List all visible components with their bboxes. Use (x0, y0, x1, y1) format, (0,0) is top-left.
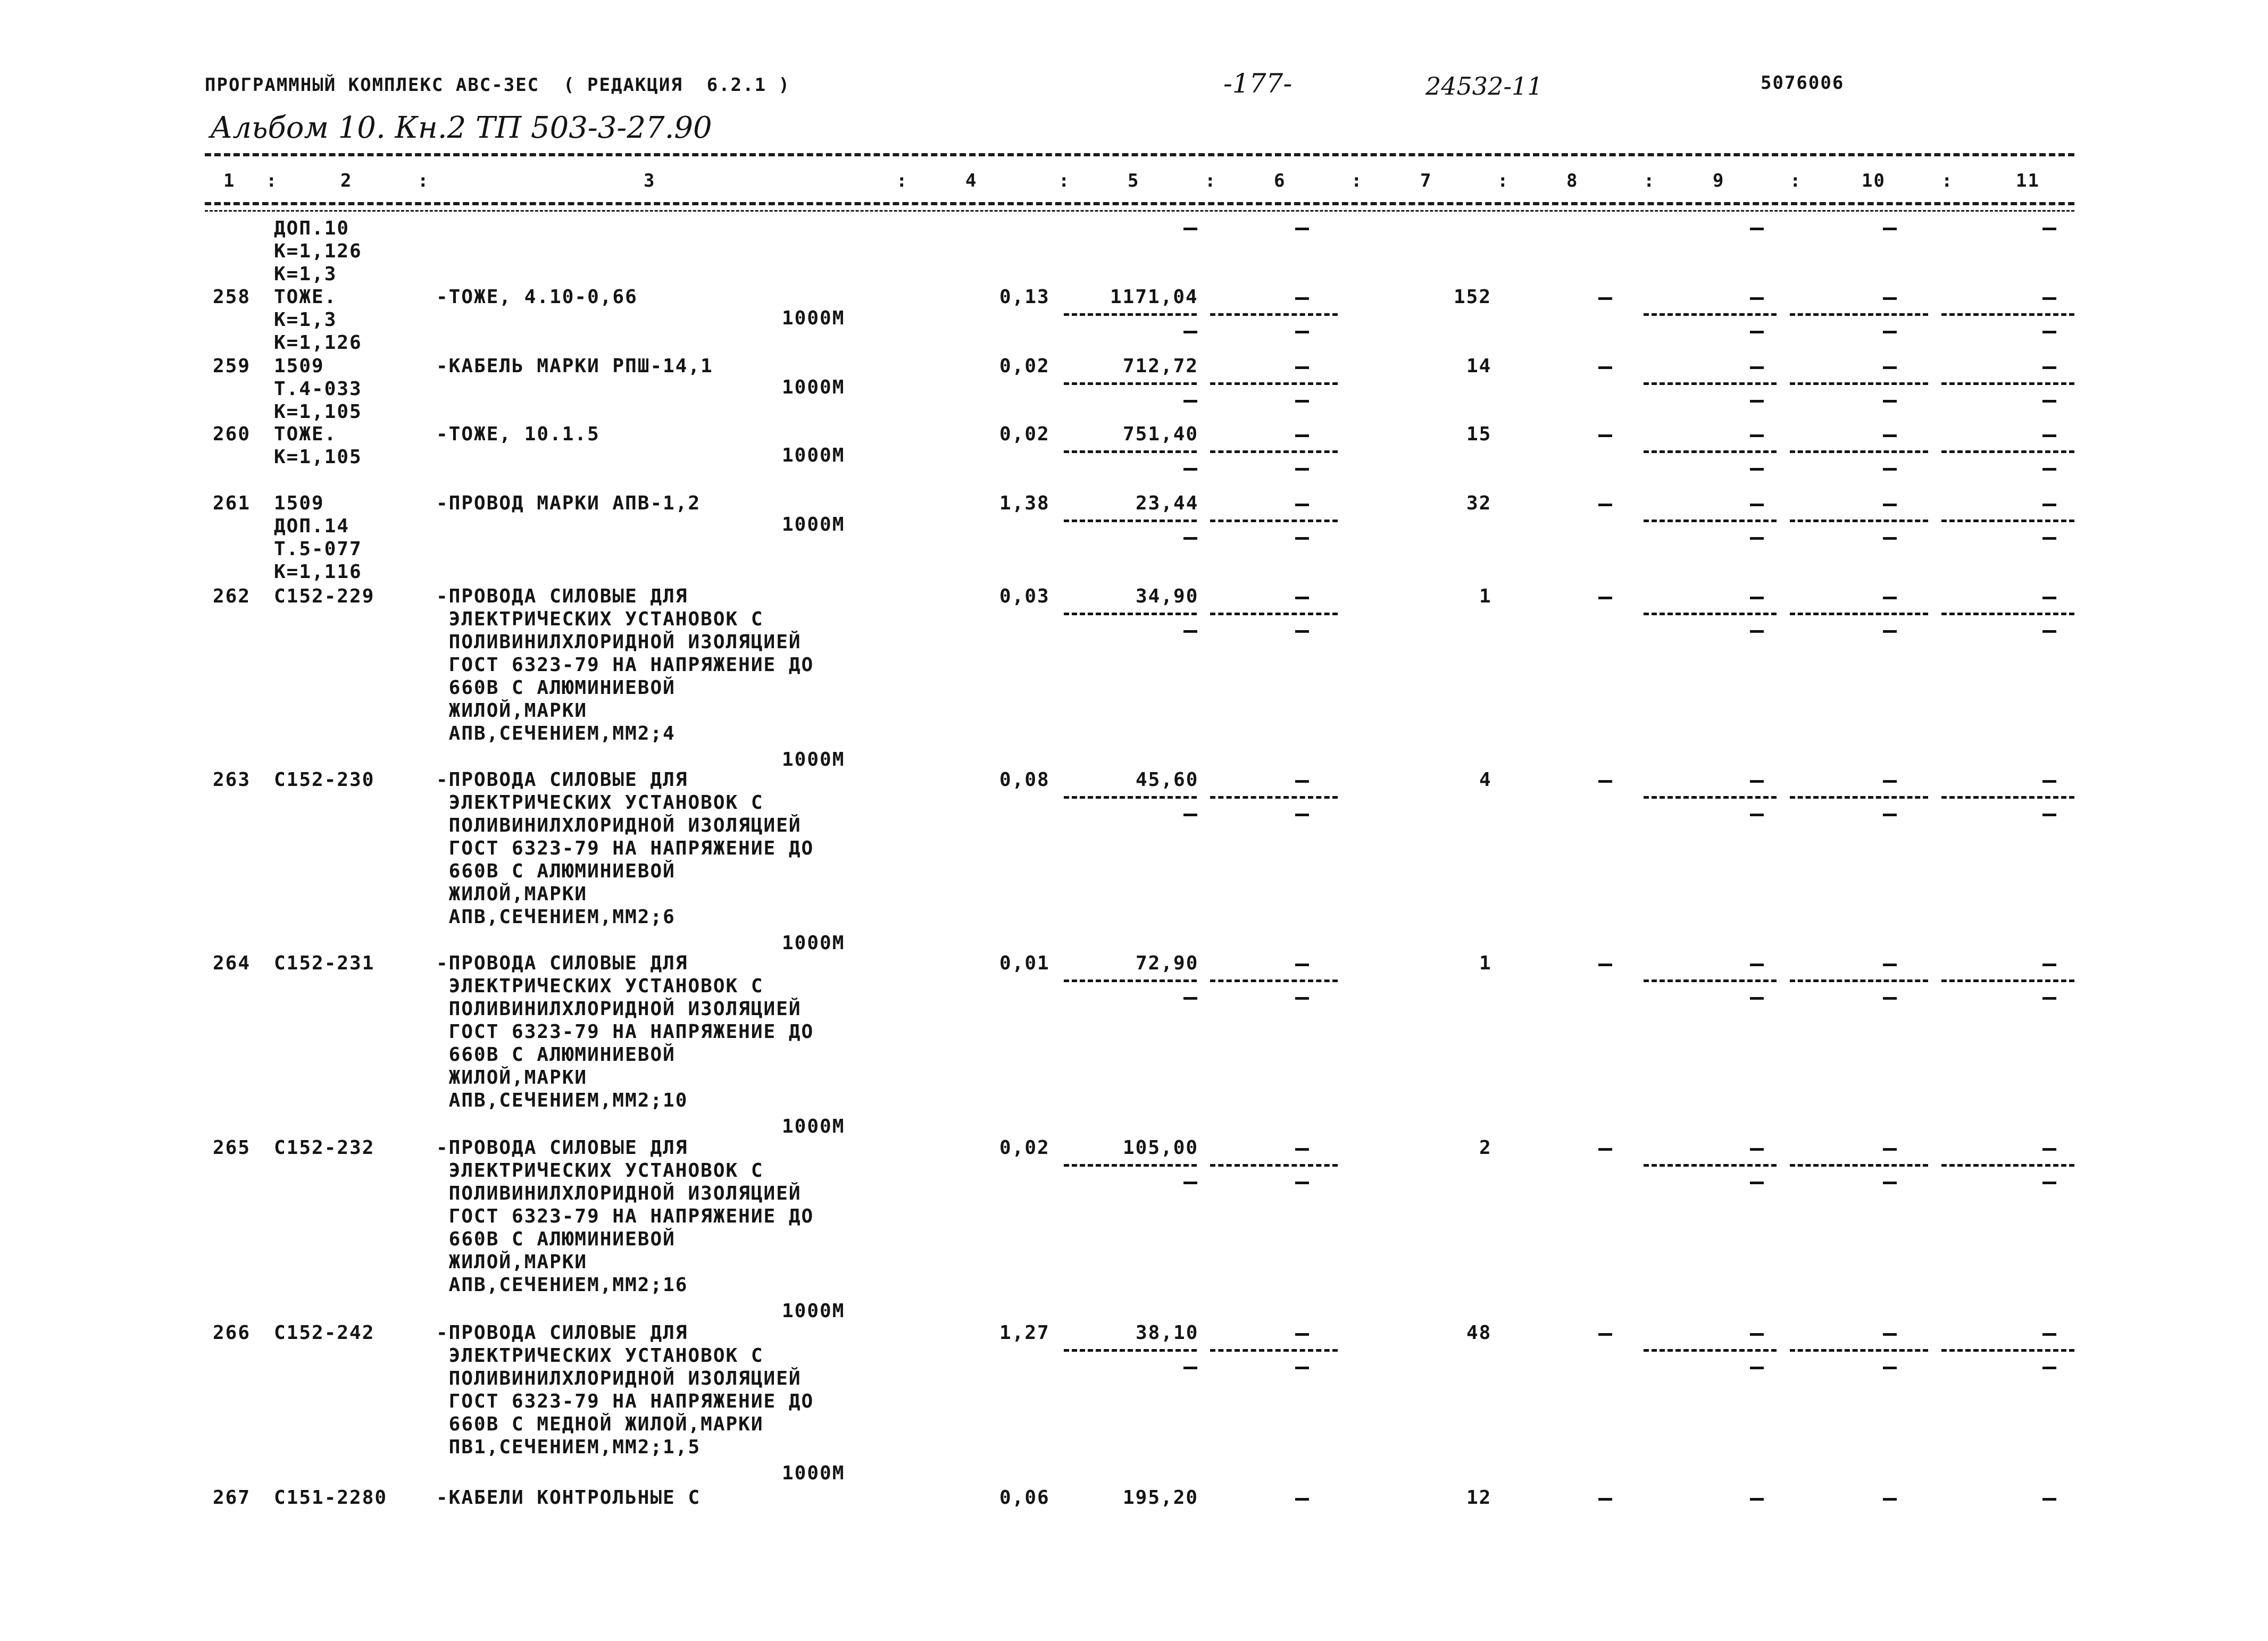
row-quantity: 1,27 (999, 1322, 1050, 1344)
row-quantity: 0,02 (999, 423, 1050, 445)
row-price: 195,20 (1123, 1487, 1199, 1509)
empty-value-dash (2042, 537, 2056, 540)
underline-rule (1064, 1349, 1197, 1352)
empty-value-dash (1295, 537, 1309, 540)
underline-rule (1210, 520, 1338, 522)
column-separator: : (896, 170, 907, 191)
underline-rule (1064, 979, 1197, 982)
underline-rule (1941, 1349, 2074, 1352)
row-unit: 1000М (782, 1116, 845, 1137)
empty-value-dash (2042, 366, 2056, 369)
empty-value-dash (1750, 630, 1764, 633)
empty-value-dash (1295, 468, 1309, 471)
underline-rule (1790, 979, 1928, 982)
empty-value-dash (1883, 504, 1897, 506)
row-code-line: К=1,126 (274, 332, 362, 354)
document-code: 5076006 (1761, 72, 1845, 94)
row-description-line: ГОСТ 6323-79 НА НАПРЯЖЕНИЕ ДО (436, 654, 814, 676)
empty-value-dash (1750, 814, 1764, 816)
row-price: 23,44 (1136, 492, 1199, 514)
empty-value-dash (1183, 228, 1197, 230)
row-description-line: 660В С АЛЮМИНИЕВОЙ (436, 1228, 676, 1250)
empty-value-dash (2042, 1333, 2056, 1336)
underline-rule (1790, 1164, 1928, 1167)
row-code-line: Т.5-077 (274, 538, 362, 560)
row-code-line: ДОП.14 (274, 515, 350, 537)
row-unit: 1000М (782, 307, 845, 329)
row-description-line: ПОЛИВИНИЛХЛОРИДНОЙ ИЗОЛЯЦИЕЙ (436, 815, 802, 836)
empty-value-dash (1598, 504, 1612, 506)
empty-value-dash (1750, 297, 1764, 300)
empty-value-dash (2042, 1498, 2056, 1501)
empty-value-dash (1183, 537, 1197, 540)
row-number: 266 (213, 1322, 251, 1344)
empty-value-dash (1883, 1182, 1897, 1184)
row-quantity: 0,01 (999, 952, 1050, 974)
empty-value-dash (1750, 1367, 1764, 1369)
empty-value-dash (1295, 434, 1309, 437)
row-description-line: АПВ,СЕЧЕНИЕМ,ММ2;16 (436, 1274, 688, 1296)
row-code-line: С152-229 (274, 585, 375, 607)
empty-value-dash (1883, 537, 1897, 540)
underline-rule (1064, 1164, 1197, 1167)
row-code-line: С152-242 (274, 1322, 375, 1344)
empty-value-dash (1750, 366, 1764, 369)
underline-rule (1941, 1164, 2074, 1167)
row-description-line: ЭЛЕКТРИЧЕСКИХ УСТАНОВОК С (436, 608, 764, 630)
empty-value-dash (1295, 814, 1309, 816)
empty-value-dash (1295, 997, 1309, 1000)
empty-value-dash (2042, 1367, 2056, 1369)
empty-value-dash (1750, 964, 1764, 966)
underline-rule (1210, 613, 1338, 615)
row-number: 258 (213, 286, 251, 308)
column-separator: : (1644, 170, 1655, 191)
empty-value-dash (1598, 1333, 1612, 1336)
underline-rule (1644, 382, 1777, 385)
row-number: 265 (213, 1137, 251, 1159)
empty-value-dash (1750, 1182, 1764, 1184)
empty-value-dash (1883, 1333, 1897, 1336)
row-price: 45,60 (1136, 769, 1199, 791)
column-separator: : (1497, 170, 1508, 191)
row-description-line: -ТОЖЕ, 4.10-0,66 (436, 286, 638, 308)
row-code-line: ТОЖЕ. (274, 423, 337, 445)
underline-rule (1064, 520, 1197, 522)
row-description-line: ЭЛЕКТРИЧЕСКИХ УСТАНОВОК С (436, 792, 764, 814)
row-number: 267 (213, 1487, 251, 1509)
doc-number: 24532-11 (1425, 72, 1543, 101)
row-quantity: 0,03 (999, 585, 1050, 607)
empty-value-dash (1883, 400, 1897, 403)
empty-value-dash (1883, 997, 1897, 1000)
row-description-line: -ТОЖЕ, 10.1.5 (436, 423, 600, 445)
empty-value-dash (1750, 468, 1764, 471)
empty-value-dash (1598, 1498, 1612, 1501)
row-description-line: ЭЛЕКТРИЧЕСКИХ УСТАНОВОК С (436, 975, 764, 997)
underline-rule (1064, 450, 1197, 453)
underline-rule (1210, 450, 1338, 453)
row-quantity: 0,13 (999, 286, 1050, 308)
row-code-line: К=1,105 (274, 401, 362, 423)
empty-value-dash (1750, 331, 1764, 333)
row-number: 261 (213, 492, 251, 514)
continuation-line: ДОП.10 (274, 217, 350, 239)
column-heading-6: 6 (1274, 170, 1286, 191)
empty-value-dash (1883, 597, 1897, 599)
empty-value-dash (1883, 964, 1897, 966)
empty-value-dash (1295, 400, 1309, 403)
underline-rule (1064, 796, 1197, 799)
row-code-line: Т.4-033 (274, 378, 362, 400)
program-header: ПРОГРАММНЫЙ КОМПЛЕКС АВС-ЗЕС ( РЕДАКЦИЯ 6.2.1 ) (205, 74, 791, 96)
underline-rule (1644, 1349, 1777, 1352)
underline-rule (1644, 613, 1777, 615)
empty-value-dash (1883, 1148, 1897, 1151)
empty-value-dash (1295, 780, 1309, 783)
row-price: 34,90 (1136, 585, 1199, 607)
empty-value-dash (1883, 228, 1897, 230)
row-unit: 1000М (782, 514, 845, 535)
row-price: 38,10 (1136, 1322, 1199, 1344)
row-quantity: 0,02 (999, 1137, 1050, 1159)
row-number: 259 (213, 355, 251, 377)
underline-rule (1941, 613, 2074, 615)
empty-value-dash (1183, 814, 1197, 816)
column-separator: : (1058, 170, 1070, 191)
empty-value-dash (1883, 780, 1897, 783)
underline-rule (1790, 450, 1928, 453)
row-code-line: С152-232 (274, 1137, 375, 1159)
row-count: 12 (1466, 1487, 1492, 1509)
underline-rule (1941, 979, 2074, 982)
row-code-line: К=1,105 (274, 446, 362, 468)
empty-value-dash (1183, 1182, 1197, 1184)
album-title: Альбом 10. Кн.2 ТП 503-3-27.90 (210, 111, 712, 145)
underline-rule (1790, 613, 1928, 615)
empty-value-dash (1295, 1367, 1309, 1369)
empty-value-dash (1750, 1333, 1764, 1336)
empty-value-dash (1295, 1498, 1309, 1501)
column-separator: : (1205, 170, 1216, 191)
empty-value-dash (1598, 964, 1612, 966)
row-count: 2 (1479, 1137, 1492, 1159)
underline-rule (1790, 1349, 1928, 1352)
row-code-line: К=1,116 (274, 561, 362, 583)
empty-value-dash (1883, 1498, 1897, 1501)
row-description-line: ЭЛЕКТРИЧЕСКИХ УСТАНОВОК С (436, 1160, 764, 1182)
row-description-line: АПВ,СЕЧЕНИЕМ,ММ2;10 (436, 1090, 688, 1111)
empty-value-dash (2042, 297, 2056, 300)
underline-rule (1210, 313, 1338, 316)
empty-value-dash (1183, 468, 1197, 471)
row-code-line: 1509 (274, 355, 324, 377)
empty-value-dash (2042, 814, 2056, 816)
underline-rule (1790, 313, 1928, 316)
column-heading-9: 9 (1713, 170, 1725, 191)
row-description-line: -ПРОВОДА СИЛОВЫЕ ДЛЯ (436, 1137, 688, 1159)
column-separator: : (1941, 170, 1953, 191)
row-code-line: С152-231 (274, 952, 375, 974)
empty-value-dash (2042, 597, 2056, 599)
underline-rule (1644, 450, 1777, 453)
row-code-line: С152-230 (274, 769, 375, 791)
empty-value-dash (1750, 434, 1764, 437)
row-unit: 1000М (782, 1300, 845, 1322)
empty-value-dash (1750, 997, 1764, 1000)
column-separator: : (1351, 170, 1362, 191)
empty-value-dash (2042, 434, 2056, 437)
empty-value-dash (2042, 997, 2056, 1000)
row-code-line: ТОЖЕ. (274, 286, 337, 308)
underline-rule (1210, 1164, 1338, 1167)
empty-value-dash (2042, 468, 2056, 471)
row-count: 1 (1479, 952, 1492, 974)
empty-value-dash (1598, 1148, 1612, 1151)
row-quantity: 1,38 (999, 492, 1050, 514)
column-separator: : (1790, 170, 1801, 191)
empty-value-dash (2042, 504, 2056, 506)
column-separator: : (418, 170, 429, 191)
empty-value-dash (1598, 434, 1612, 437)
row-description-line: -КАБЕЛИ КОНТРОЛЬНЫЕ С (436, 1487, 701, 1509)
row-description-line: ПОЛИВИНИЛХЛОРИДНОЙ ИЗОЛЯЦИЕЙ (436, 1368, 802, 1389)
empty-value-dash (1598, 597, 1612, 599)
empty-value-dash (1295, 366, 1309, 369)
page-number: -177- (1223, 68, 1293, 99)
empty-value-dash (1183, 997, 1197, 1000)
empty-value-dash (2042, 1182, 2056, 1184)
column-heading-3: 3 (644, 170, 656, 191)
header-rule-bottom (205, 202, 2074, 205)
row-unit: 1000М (782, 932, 845, 954)
row-number: 264 (213, 952, 251, 974)
row-description-line: ЖИЛОЙ,МАРКИ (436, 1067, 588, 1089)
empty-value-dash (1883, 366, 1897, 369)
empty-value-dash (1183, 331, 1197, 333)
row-unit: 1000М (782, 1462, 845, 1484)
empty-value-dash (2042, 1148, 2056, 1151)
row-description-line: ПОЛИВИНИЛХЛОРИДНОЙ ИЗОЛЯЦИЕЙ (436, 631, 802, 653)
row-description-line: ПВ1,СЕЧЕНИЕМ,ММ2;1,5 (436, 1436, 701, 1458)
row-price: 751,40 (1123, 423, 1199, 445)
empty-value-dash (1598, 780, 1612, 783)
row-count: 32 (1466, 492, 1492, 514)
underline-rule (1790, 382, 1928, 385)
underline-rule (1941, 450, 2074, 453)
row-quantity: 0,06 (999, 1487, 1050, 1509)
empty-value-dash (1750, 597, 1764, 599)
row-count: 15 (1466, 423, 1492, 445)
row-description-line: ЖИЛОЙ,МАРКИ (436, 700, 588, 722)
row-unit: 1000М (782, 749, 845, 771)
column-heading-5: 5 (1128, 170, 1140, 191)
underline-rule (1644, 796, 1777, 799)
empty-value-dash (1750, 400, 1764, 403)
empty-value-dash (2042, 228, 2056, 230)
row-description-line: ГОСТ 6323-79 НА НАПРЯЖЕНИЕ ДО (436, 1021, 814, 1043)
row-description-line: -ПРОВОДА СИЛОВЫЕ ДЛЯ (436, 769, 688, 791)
empty-value-dash (2042, 331, 2056, 333)
row-code-line: 1509 (274, 492, 324, 514)
empty-value-dash (1750, 504, 1764, 506)
row-count: 4 (1479, 769, 1492, 791)
row-quantity: 0,08 (999, 769, 1050, 791)
continuation-line: К=1,126 (274, 240, 362, 262)
underline-rule (1210, 382, 1338, 385)
empty-value-dash (1883, 1367, 1897, 1369)
row-description-line: -ПРОВОД МАРКИ АПВ-1,2 (436, 492, 701, 514)
empty-value-dash (1295, 297, 1309, 300)
row-description-line: ЭЛЕКТРИЧЕСКИХ УСТАНОВОК С (436, 1345, 764, 1367)
empty-value-dash (1750, 228, 1764, 230)
row-number: 260 (213, 423, 251, 445)
empty-value-dash (2042, 400, 2056, 403)
underline-rule (1790, 520, 1928, 522)
row-count: 1 (1479, 585, 1492, 607)
row-description-line: ГОСТ 6323-79 НА НАПРЯЖЕНИЕ ДО (436, 838, 814, 859)
empty-value-dash (1295, 331, 1309, 333)
row-description-line: 660В С АЛЮМИНИЕВОЙ (436, 860, 676, 882)
underline-rule (1941, 382, 2074, 385)
row-description-line: ГОСТ 6323-79 НА НАПРЯЖЕНИЕ ДО (436, 1205, 814, 1227)
empty-value-dash (1883, 434, 1897, 437)
empty-value-dash (1750, 537, 1764, 540)
row-price: 72,90 (1136, 952, 1199, 974)
row-count: 48 (1466, 1322, 1492, 1344)
row-number: 262 (213, 585, 251, 607)
row-price: 712,72 (1123, 355, 1199, 377)
empty-value-dash (1883, 331, 1897, 333)
underline-rule (1644, 979, 1777, 982)
empty-value-dash (1295, 630, 1309, 633)
empty-value-dash (1750, 780, 1764, 783)
empty-value-dash (2042, 964, 2056, 966)
column-heading-1: 1 (223, 170, 236, 191)
row-unit: 1000М (782, 376, 845, 398)
column-heading-7: 7 (1420, 170, 1432, 191)
row-unit: 1000М (782, 445, 845, 466)
empty-value-dash (1295, 1333, 1309, 1336)
row-price: 105,00 (1123, 1137, 1199, 1159)
empty-value-dash (1295, 228, 1309, 230)
empty-value-dash (1295, 964, 1309, 966)
row-code-line: С151-2280 (274, 1487, 388, 1509)
empty-value-dash (1295, 504, 1309, 506)
underline-rule (1941, 313, 2074, 316)
column-heading-8: 8 (1566, 170, 1579, 191)
row-quantity: 0,02 (999, 355, 1050, 377)
row-code-line: К=1,3 (274, 309, 337, 331)
row-description-line: 660В С МЕДНОЙ ЖИЛОЙ,МАРКИ (436, 1413, 764, 1435)
underline-rule (1210, 1349, 1338, 1352)
row-price: 1171,04 (1110, 286, 1198, 308)
row-number: 263 (213, 769, 251, 791)
row-description-line: 660В С АЛЮМИНИЕВОЙ (436, 1044, 676, 1066)
empty-value-dash (1883, 630, 1897, 633)
row-description-line: АПВ,СЕЧЕНИЕМ,ММ2;6 (436, 906, 676, 928)
empty-value-dash (1750, 1498, 1764, 1501)
underline-rule (1064, 382, 1197, 385)
column-heading-4: 4 (965, 170, 978, 191)
row-description-line: ЖИЛОЙ,МАРКИ (436, 1251, 588, 1273)
empty-value-dash (1883, 468, 1897, 471)
continuation-line: К=1,3 (274, 263, 337, 285)
empty-value-dash (1183, 1367, 1197, 1369)
empty-value-dash (2042, 780, 2056, 783)
underline-rule (1941, 520, 2074, 522)
underline-rule (1210, 979, 1338, 982)
row-description-line: ГОСТ 6323-79 НА НАПРЯЖЕНИЕ ДО (436, 1391, 814, 1412)
underline-rule (1644, 313, 1777, 316)
header-rule-top (205, 153, 2074, 156)
empty-value-dash (1883, 297, 1897, 300)
row-description-line: АПВ,СЕЧЕНИЕМ,ММ2;4 (436, 723, 676, 744)
underline-rule (1790, 796, 1928, 799)
column-separator: : (266, 170, 277, 191)
empty-value-dash (1183, 400, 1197, 403)
row-description-line: ПОЛИВИНИЛХЛОРИДНОЙ ИЗОЛЯЦИЕЙ (436, 1183, 802, 1204)
row-description-line: -ПРОВОДА СИЛОВЫЕ ДЛЯ (436, 585, 688, 607)
empty-value-dash (1598, 297, 1612, 300)
empty-value-dash (1295, 1148, 1309, 1151)
empty-value-dash (1883, 814, 1897, 816)
row-count: 14 (1466, 355, 1492, 377)
underline-rule (1941, 796, 2074, 799)
header-rule-bottom-2 (205, 210, 2074, 212)
row-description-line: ПОЛИВИНИЛХЛОРИДНОЙ ИЗОЛЯЦИЕЙ (436, 998, 802, 1020)
row-description-line: -ПРОВОДА СИЛОВЫЕ ДЛЯ (436, 952, 688, 974)
underline-rule (1644, 1164, 1777, 1167)
empty-value-dash (1598, 366, 1612, 369)
underline-rule (1064, 613, 1197, 615)
row-description-line: -КАБЕЛЬ МАРКИ РПШ-14,1 (436, 355, 713, 377)
column-heading-10: 10 (1862, 170, 1886, 191)
row-description-line: -ПРОВОДА СИЛОВЫЕ ДЛЯ (436, 1322, 688, 1344)
column-heading-11: 11 (2016, 170, 2040, 191)
row-count: 152 (1454, 286, 1492, 308)
empty-value-dash (1295, 1182, 1309, 1184)
row-description-line: ЖИЛОЙ,МАРКИ (436, 883, 588, 905)
row-description-line: 660В С АЛЮМИНИЕВОЙ (436, 677, 676, 699)
empty-value-dash (1750, 1148, 1764, 1151)
empty-value-dash (1295, 597, 1309, 599)
underline-rule (1644, 520, 1777, 522)
column-heading-2: 2 (340, 170, 353, 191)
empty-value-dash (1183, 630, 1197, 633)
empty-value-dash (2042, 630, 2056, 633)
underline-rule (1210, 796, 1338, 799)
underline-rule (1064, 313, 1197, 316)
